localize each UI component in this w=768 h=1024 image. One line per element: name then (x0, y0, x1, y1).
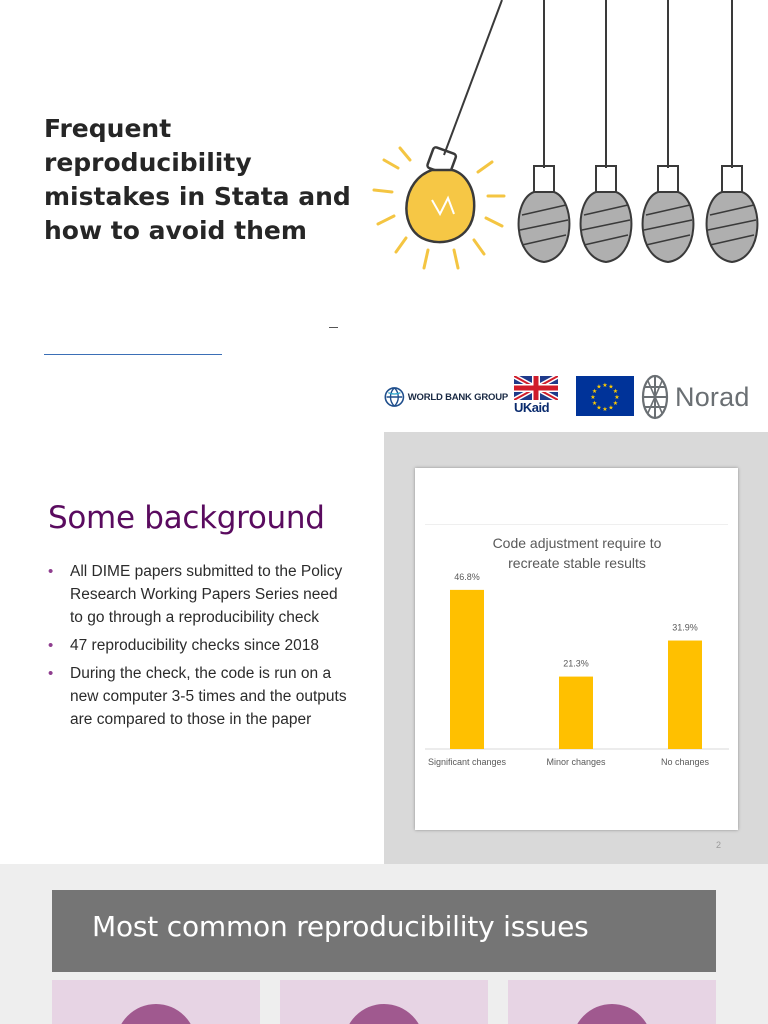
circle-icon (116, 1004, 196, 1024)
placeholder-underline (44, 354, 222, 355)
chart-title-line-1: Code adjustment require to (492, 535, 662, 551)
world-bank-text: WORLD BANK GROUP (407, 391, 508, 403)
norad-logo (640, 372, 760, 422)
lightbulbs-illustration (362, 0, 768, 290)
eu-star-icon: ★ (596, 383, 602, 391)
data-label: 31.9% (672, 622, 698, 633)
eu-flag-icon (576, 376, 634, 416)
dark-bulb-icon (581, 0, 632, 262)
dark-bulb-icon (519, 0, 570, 262)
data-label: 46.8% (454, 571, 480, 582)
slide-heading: Most common reproducibility issues (92, 910, 589, 943)
ukaid-text: UKaid (514, 400, 550, 415)
norad-text: Norad (675, 381, 750, 412)
bar (559, 677, 593, 749)
eu-star-icon: ★ (608, 404, 614, 412)
bullet-item: • During the check, the code is run on a new computer 3-5 times and the outputs are compared to those in the paper (48, 662, 348, 731)
bullet-list (48, 560, 348, 736)
circle-icon (344, 1004, 424, 1024)
chart-card (415, 468, 738, 830)
issue-card (280, 980, 488, 1024)
lit-bulb-icon (406, 146, 474, 242)
title-banner (52, 890, 716, 972)
presentation-title: Frequent reproducibility mistakes in Stata and how to avoid them (44, 114, 351, 245)
eu-star-icon: ★ (608, 383, 614, 391)
category-label: Minor changes (546, 757, 606, 767)
bullet-dot-icon: • (48, 665, 54, 682)
page-number: 2 (716, 840, 722, 850)
title-slide (0, 0, 768, 432)
globe-icon (384, 385, 405, 409)
bullet-dot-icon: • (48, 563, 54, 580)
circle-icon (572, 1004, 652, 1024)
eu-star-icon: ★ (602, 382, 608, 389)
category-label: Significant changes (427, 757, 507, 767)
eu-flag-logo (576, 376, 634, 416)
bullet-dot-icon: • (48, 637, 54, 654)
eu-star-icon: ★ (612, 400, 619, 407)
ukaid-logo (514, 376, 558, 418)
eu-star-icon: ★ (590, 394, 596, 401)
bullet-item: • All DIME papers submitted to the Policy Research Working Papers Series need to go through a reproducibility check (48, 560, 348, 629)
category-label: No changes (660, 757, 710, 767)
issue-card (52, 980, 260, 1024)
dark-bulb-icon (643, 0, 694, 262)
eu-star-icon: ★ (602, 406, 608, 413)
background-slide (0, 432, 768, 864)
issues-slide (0, 864, 768, 1024)
eu-star-icon: ★ (612, 388, 619, 395)
eu-star-icon: ★ (614, 394, 620, 401)
bullet-item: • 47 reproducibility checks since 2018 (48, 634, 348, 657)
bar-chart (415, 468, 738, 830)
dark-bulb-icon (707, 0, 758, 262)
issue-card (508, 980, 716, 1024)
union-jack-icon (514, 376, 558, 400)
bar (450, 590, 484, 749)
world-bank-logo (384, 384, 508, 410)
placeholder-dash (329, 327, 338, 328)
eu-star-icon: ★ (596, 404, 602, 412)
norad-emblem-icon (640, 373, 670, 421)
bar (668, 641, 702, 749)
slide-heading: Some background (48, 500, 325, 536)
chart-title-line-2: recreate stable results (508, 555, 646, 571)
eu-star-icon: ★ (591, 400, 598, 407)
data-label: 21.3% (563, 658, 589, 669)
eu-star-icon: ★ (591, 388, 598, 395)
